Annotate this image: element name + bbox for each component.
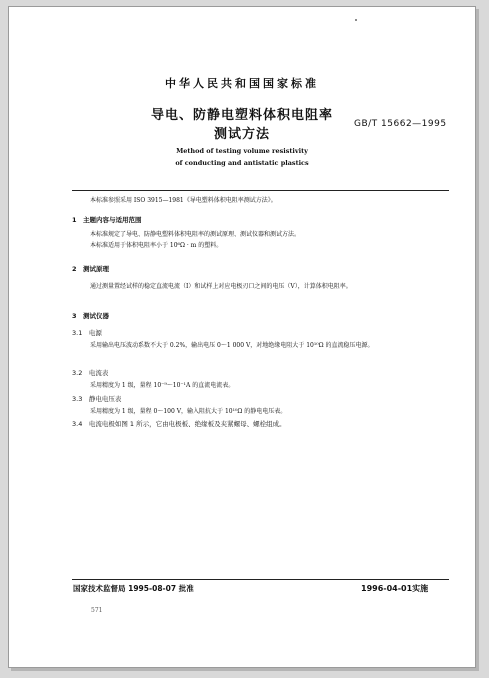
section-1-paragraph-1: 本标准规定了导电、防静电塑料体积电阻率的测试原理、测试仪器和测试方法。 [90,231,301,238]
section-3-1-paragraph: 采用输出电压波动系数不大于 0.2%，输出电压 0～1 000 V，对地绝缘电阻大于 10¹⁰Ω 的直流稳压电源。 [90,342,374,349]
scan-speck [355,19,357,21]
footer-rule [72,579,449,580]
title-cn-line1: 导电、防静电塑料体积电阻率 [150,108,333,123]
standard-code: GB/T 15662—1995 [354,119,447,129]
section-3-heading: 3 测试仪器 [72,312,110,320]
section-1-paragraph-2: 本标准适用于体积电阻率小于 10⁶Ω · m 的塑料。 [90,242,223,249]
top-rule [72,190,449,191]
section-2-heading: 2 测试原理 [72,265,110,273]
title-en-line1: Method of testing volume resistivity [176,147,308,155]
section-3-2-paragraph: 采用精度为 1 级，量程 10⁻⁹～10⁻¹A 的直流电流表。 [90,382,235,389]
intro-paragraph: 本标准参照采用 ISO 3915—1981《导电塑料体积电阻率测试方法》。 [90,197,277,204]
section-3-4-heading: 3.4 电流电极如图 1 所示，它由电极板、绝缘板及夹紧螺母、螺栓组成。 [72,420,286,428]
approval-date: 国家技术监督局 1995-08-07 批准 [73,584,194,593]
section-2-paragraph-1: 通过测量置经试样的稳定直流电流（I）和试样上对应电极刃口之间的电压（V），计算体积电阻率。 [90,283,352,290]
title-en-line2: of conducting and antistatic plastics [175,159,309,167]
title-cn-line2: 测试方法 [213,127,270,142]
page-number: 571 [91,607,103,614]
standard-type-heading: 中华人民共和国国家标准 [165,77,319,90]
section-3-3-heading: 3.3 静电电压表 [72,395,122,403]
section-3-2-heading: 3.2 电流表 [72,369,109,377]
implementation-date: 1996-04-01实施 [361,584,429,593]
section-3-1-heading: 3.1 电源 [72,329,102,337]
document-page [8,6,476,668]
section-1-heading: 1 主题内容与适用范围 [72,216,142,224]
section-3-3-paragraph: 采用精度为 1 级，量程 0～100 V，输入阻抗大于 10¹⁰Ω 的静电电压表。 [90,408,287,415]
